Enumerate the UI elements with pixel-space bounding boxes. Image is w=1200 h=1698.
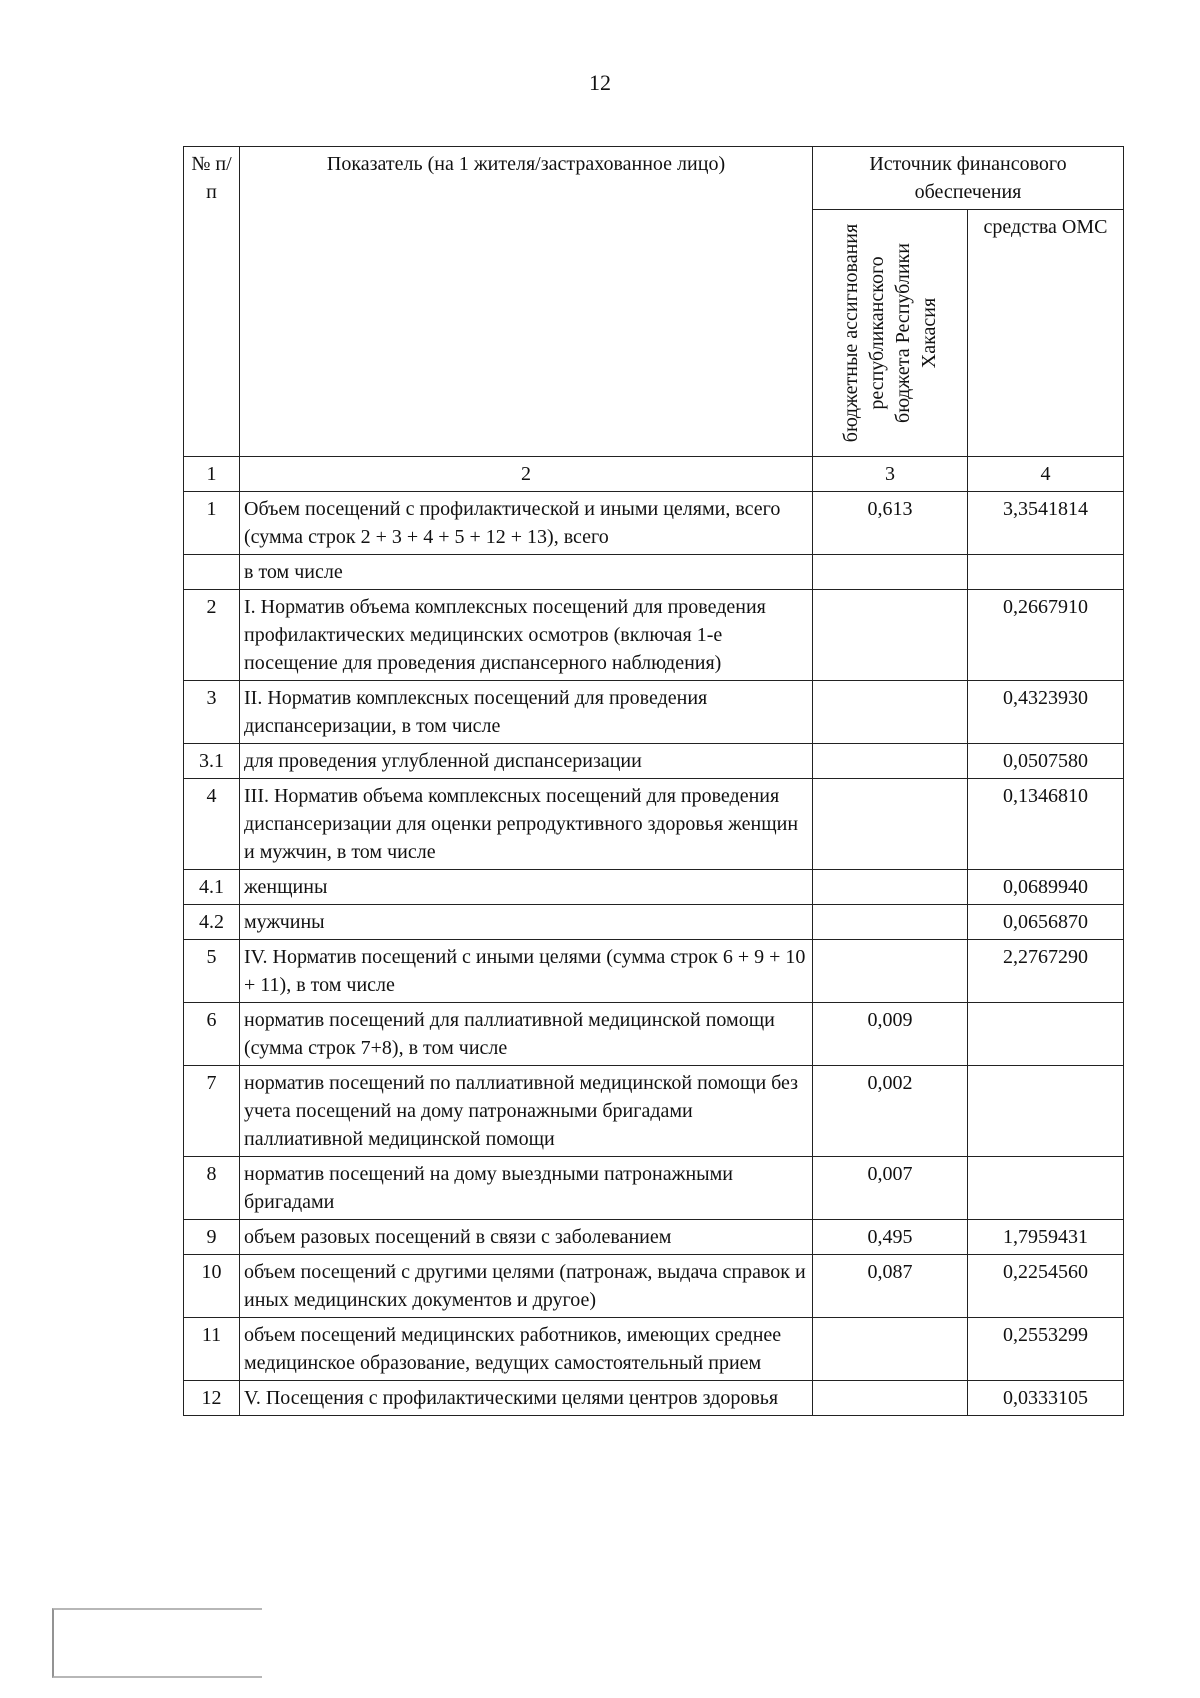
row-oms-value <box>968 1066 1124 1157</box>
row-number: 4.2 <box>184 905 240 940</box>
row-budget-value <box>813 940 968 1003</box>
row-budget-value <box>813 779 968 870</box>
row-indicator: IV. Норматив посещений с иными целями (сумма строк 6 + 9 + 10 + 11), в том числе <box>240 940 813 1003</box>
row-number: 9 <box>184 1220 240 1255</box>
table-row <box>184 744 1124 779</box>
table-row <box>184 555 1124 590</box>
row-budget-value: 0,009 <box>813 1003 968 1066</box>
table-row <box>184 1220 1124 1255</box>
table-row <box>184 1318 1124 1381</box>
row-oms-value <box>968 1157 1124 1220</box>
row-indicator: II. Норматив комплексных посещений для проведения диспансеризации, в том числе <box>240 681 813 744</box>
row-budget-value <box>813 744 968 779</box>
row-budget-value <box>813 905 968 940</box>
table-row <box>184 590 1124 681</box>
column-index: 4 <box>968 457 1124 492</box>
table-row <box>184 681 1124 744</box>
table-row <box>184 940 1124 1003</box>
row-oms-value: 2,2767290 <box>968 940 1124 1003</box>
row-oms-value <box>968 555 1124 590</box>
row-oms-value: 0,4323930 <box>968 681 1124 744</box>
row-oms-value: 0,0333105 <box>968 1381 1124 1416</box>
row-budget-value <box>813 681 968 744</box>
row-number: 2 <box>184 590 240 681</box>
row-oms-value: 0,0689940 <box>968 870 1124 905</box>
row-oms-value: 0,2667910 <box>968 590 1124 681</box>
row-oms-value: 0,1346810 <box>968 779 1124 870</box>
table-row <box>184 779 1124 870</box>
row-number: 6 <box>184 1003 240 1066</box>
row-number: 3.1 <box>184 744 240 779</box>
column-index: 2 <box>240 457 813 492</box>
row-number: 1 <box>184 492 240 555</box>
norms-table <box>183 146 1124 1416</box>
header-oms: средства ОМС <box>968 210 1124 457</box>
row-number: 8 <box>184 1157 240 1220</box>
row-indicator: норматив посещений на дому выездными патронажными бригадами <box>240 1157 813 1220</box>
row-budget-value <box>813 1318 968 1381</box>
row-indicator: объем посещений с другими целями (патронаж, выдача справок и иных медицинских документов и другое) <box>240 1255 813 1318</box>
row-budget-value: 0,613 <box>813 492 968 555</box>
row-indicator: V. Посещения с профилактическими целями центров здоровья <box>240 1381 813 1416</box>
row-oms-value: 1,7959431 <box>968 1220 1124 1255</box>
row-indicator: норматив посещений по паллиативной медицинской помощи без учета посещений на дому патронажными бригадами паллиативной медицинской помощи <box>240 1066 813 1157</box>
row-oms-value: 0,2553299 <box>968 1318 1124 1381</box>
column-index-row <box>184 457 1124 492</box>
table-row <box>184 1003 1124 1066</box>
table-row <box>184 1381 1124 1416</box>
table-row <box>184 905 1124 940</box>
row-oms-value: 3,3541814 <box>968 492 1124 555</box>
page-number: 12 <box>589 70 611 95</box>
row-budget-value <box>813 1381 968 1416</box>
row-indicator: для проведения углубленной диспансеризации <box>240 744 813 779</box>
row-budget-value <box>813 870 968 905</box>
row-indicator: в том числе <box>240 555 813 590</box>
column-index: 1 <box>184 457 240 492</box>
header-indicator: Показатель (на 1 жителя/застрахованное лицо) <box>240 147 813 457</box>
row-oms-value <box>968 1003 1124 1066</box>
row-indicator: объем разовых посещений в связи с заболеванием <box>240 1220 813 1255</box>
row-budget-value: 0,495 <box>813 1220 968 1255</box>
header-budget-label: бюджетные ассигнования республиканского бюджета Республики Хакасия <box>840 223 940 443</box>
header-budget <box>813 210 968 457</box>
row-indicator: Объем посещений с профилактической и иными целями, всего (сумма строк 2 + 3 + 4 + 5 + 12 + 13), всего <box>240 492 813 555</box>
row-oms-value: 0,0656870 <box>968 905 1124 940</box>
row-budget-value: 0,007 <box>813 1157 968 1220</box>
row-number <box>184 555 240 590</box>
row-indicator: I. Норматив объема комплексных посещений для проведения профилактических медицинских осмотров (включая 1-е посещение для проведения диспансерного наблюдения) <box>240 590 813 681</box>
row-number: 4 <box>184 779 240 870</box>
row-number: 7 <box>184 1066 240 1157</box>
row-number: 12 <box>184 1381 240 1416</box>
row-number: 11 <box>184 1318 240 1381</box>
header-row <box>184 147 1124 210</box>
row-number: 4.1 <box>184 870 240 905</box>
registration-stamp <box>52 1608 262 1678</box>
row-budget-value <box>813 590 968 681</box>
column-index: 3 <box>813 457 968 492</box>
row-indicator: мужчины <box>240 905 813 940</box>
row-oms-value: 0,0507580 <box>968 744 1124 779</box>
row-budget-value: 0,002 <box>813 1066 968 1157</box>
row-budget-value: 0,087 <box>813 1255 968 1318</box>
table-row <box>184 1157 1124 1220</box>
row-number: 3 <box>184 681 240 744</box>
row-budget-value <box>813 555 968 590</box>
header-funding-source: Источник финансового обеспечения <box>813 147 1124 210</box>
header-number: № п/п <box>184 147 240 457</box>
row-indicator: женщины <box>240 870 813 905</box>
row-indicator: объем посещений медицинских работников, имеющих среднее медицинское образование, ведущих самостоятельный прием <box>240 1318 813 1381</box>
row-indicator: III. Норматив объема комплексных посещений для проведения диспансеризации для оценки репродуктивного здоровья женщин и мужчин, в том числе <box>240 779 813 870</box>
row-indicator: норматив посещений для паллиативной медицинской помощи (сумма строк 7+8), в том числе <box>240 1003 813 1066</box>
row-number: 10 <box>184 1255 240 1318</box>
row-oms-value: 0,2254560 <box>968 1255 1124 1318</box>
row-number: 5 <box>184 940 240 1003</box>
table-row <box>184 1066 1124 1157</box>
table-row <box>184 870 1124 905</box>
table-row <box>184 1255 1124 1318</box>
table-row <box>184 492 1124 555</box>
